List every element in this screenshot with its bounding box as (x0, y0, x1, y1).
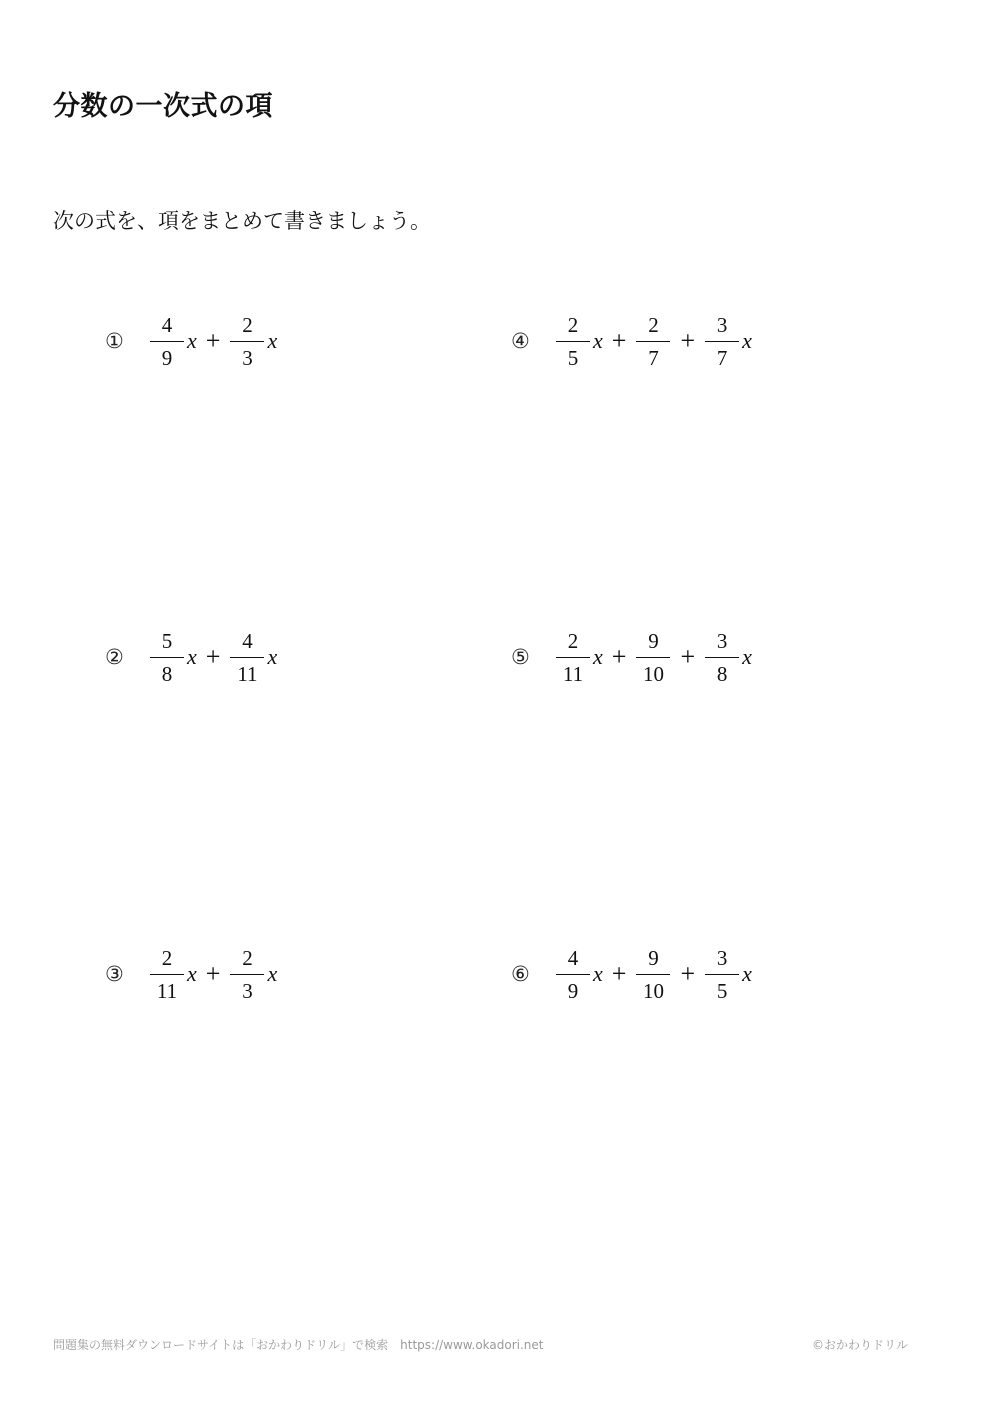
variable: x (187, 328, 197, 353)
expression (555, 313, 752, 370)
plus-sign: + (680, 326, 696, 355)
expression (555, 629, 752, 686)
denominator: 10 (642, 978, 664, 1003)
problem-number: ① (105, 329, 124, 353)
fraction (150, 313, 184, 370)
problem-5 (511, 625, 752, 689)
numerator: 2 (161, 945, 173, 970)
fraction (636, 946, 670, 1003)
footer-site-note: 問題集の無料ダウンロードサイトは「おかわりドリル」で検索 https://www.okadori.net (53, 1338, 544, 1352)
problem-1 (105, 309, 277, 373)
fraction (556, 629, 590, 686)
variable: x (187, 961, 197, 986)
variable: x (742, 961, 752, 986)
numerator: 4 (161, 312, 173, 337)
variable: x (593, 328, 603, 353)
numerator: 3 (716, 628, 728, 653)
problem-number: ⑥ (511, 962, 530, 986)
expression (555, 946, 752, 1003)
numerator: 3 (716, 945, 728, 970)
numerator: 9 (648, 628, 659, 653)
denominator: 9 (161, 345, 173, 370)
fraction (230, 629, 264, 686)
variable: x (742, 644, 752, 669)
problem-number: ③ (105, 962, 124, 986)
denominator: 3 (242, 345, 253, 370)
numerator: 2 (648, 312, 659, 337)
plus-sign: + (205, 326, 221, 355)
variable: x (742, 328, 752, 353)
variable: x (267, 644, 278, 669)
plus-sign: + (205, 959, 221, 988)
fraction (150, 629, 184, 686)
fraction (636, 313, 670, 370)
denominator: 8 (161, 661, 173, 686)
denominator: 9 (567, 978, 579, 1003)
denominator: 11 (562, 661, 584, 686)
denominator: 5 (716, 978, 728, 1003)
fraction (556, 313, 590, 370)
expression (149, 313, 277, 370)
numerator: 4 (242, 628, 253, 653)
denominator: 8 (716, 661, 728, 686)
problem-3 (105, 942, 277, 1006)
denominator: 10 (642, 661, 664, 686)
plus-sign: + (611, 959, 627, 988)
variable: x (267, 328, 278, 353)
plus-sign: + (680, 642, 696, 671)
fraction (150, 946, 184, 1003)
problem-4 (511, 309, 752, 373)
problem-6 (511, 942, 752, 1006)
plus-sign: + (611, 326, 627, 355)
numerator: 4 (567, 945, 579, 970)
page-title: 分数の一次式の項 (53, 91, 273, 122)
variable: x (593, 961, 603, 986)
fraction (636, 629, 670, 686)
problem-2 (105, 625, 277, 689)
numerator: 9 (648, 945, 659, 970)
plus-sign: + (205, 642, 221, 671)
plus-sign: + (680, 959, 696, 988)
numerator: 5 (161, 628, 173, 653)
expression (149, 629, 277, 686)
fraction (230, 946, 264, 1003)
problem-number: ② (105, 645, 124, 669)
numerator: 2 (567, 628, 579, 653)
plus-sign: + (611, 642, 627, 671)
problem-number: ⑤ (511, 645, 530, 669)
variable: x (187, 644, 197, 669)
variable: x (267, 961, 278, 986)
fraction (705, 313, 739, 370)
numerator: 2 (242, 312, 253, 337)
denominator: 11 (237, 661, 258, 686)
denominator: 7 (716, 345, 728, 370)
fraction (705, 629, 739, 686)
footer-copyright: ©おかわりドリル (811, 1338, 908, 1352)
numerator: 3 (716, 312, 728, 337)
denominator: 5 (567, 345, 579, 370)
fraction (230, 313, 264, 370)
denominator: 11 (156, 978, 178, 1003)
instruction-text: 次の式を、項をまとめて書きましょう。 (53, 209, 431, 233)
fraction (705, 946, 739, 1003)
problem-number: ④ (511, 329, 530, 353)
denominator: 7 (648, 345, 659, 370)
fraction (556, 946, 590, 1003)
variable: x (593, 644, 603, 669)
numerator: 2 (567, 312, 579, 337)
expression (149, 946, 277, 1003)
numerator: 2 (242, 945, 253, 970)
denominator: 3 (242, 978, 253, 1003)
